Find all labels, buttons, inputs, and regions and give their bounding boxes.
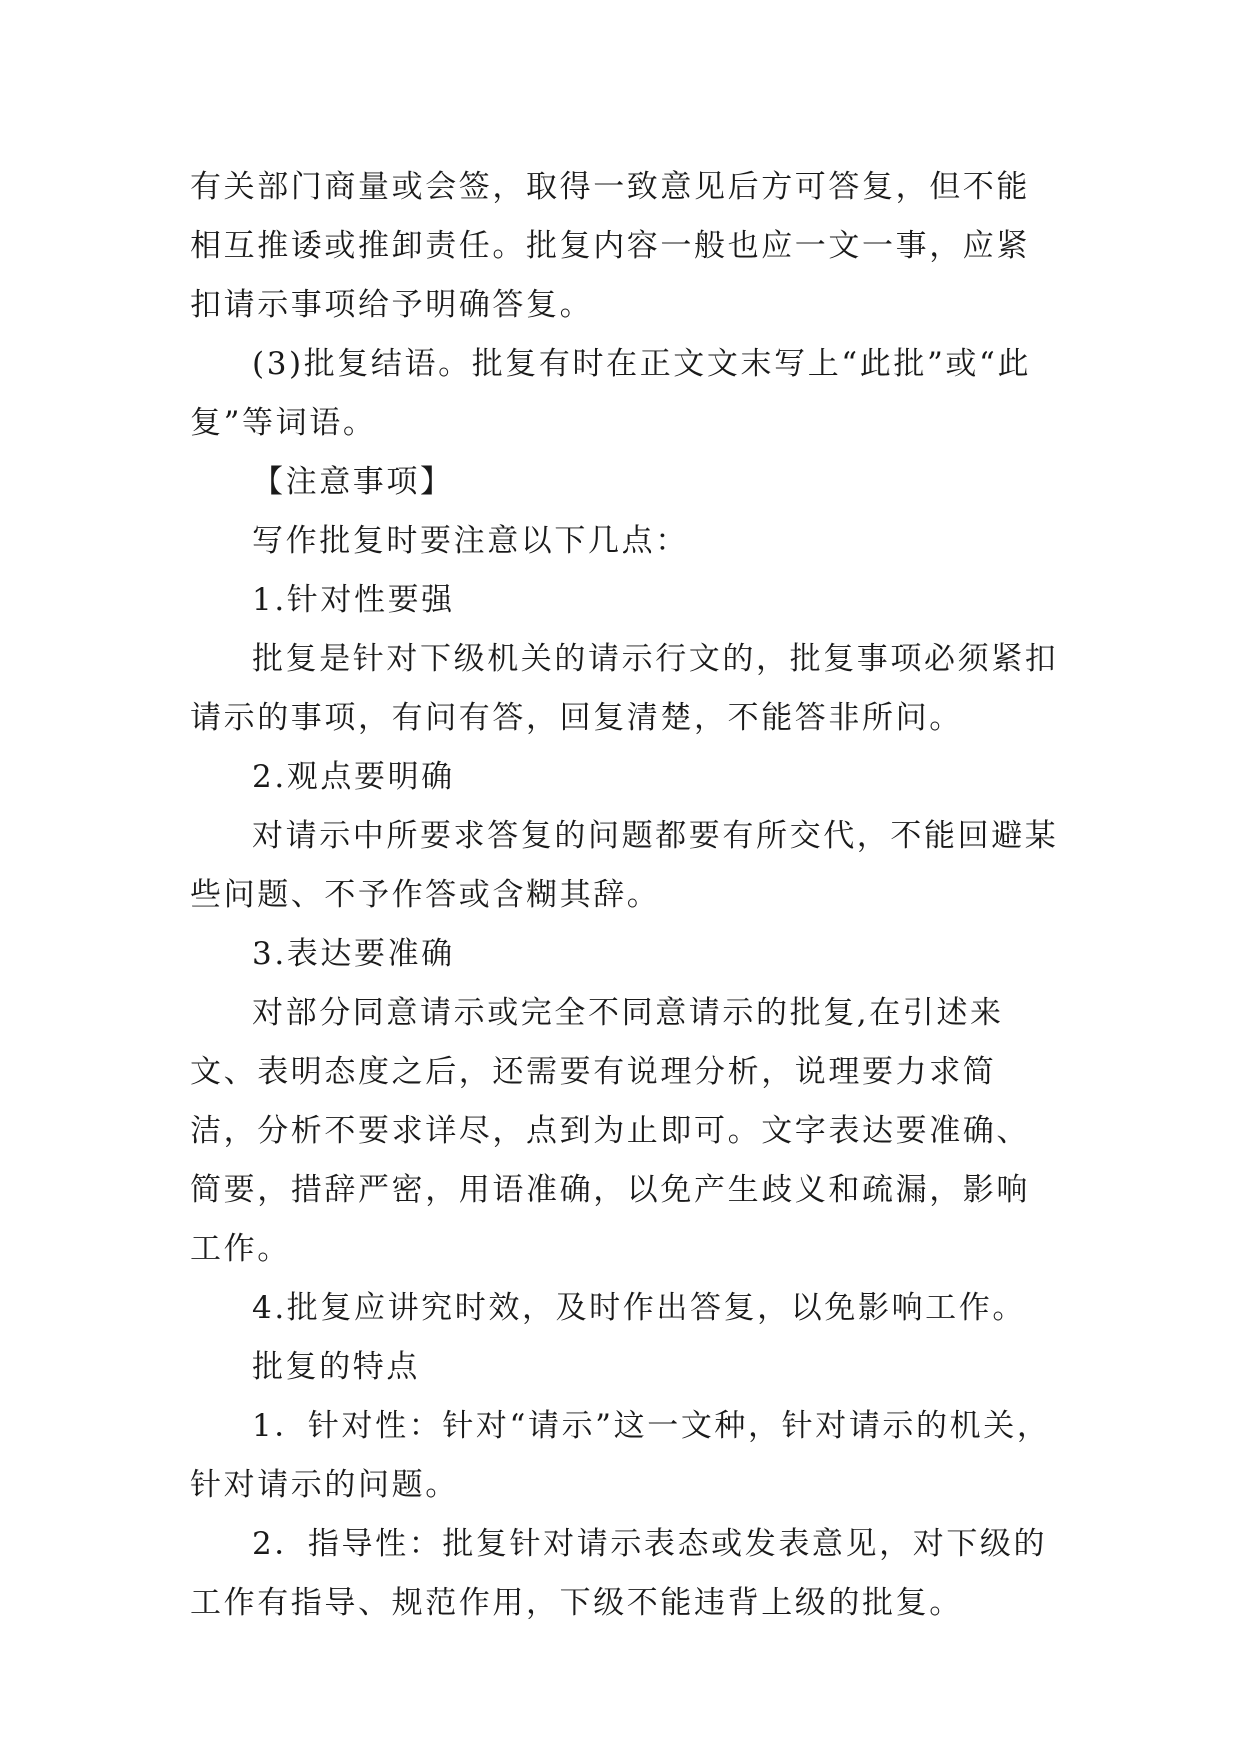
feature-item-1: 1．针对性：针对“请示”这一文种，针对请示的机关，针对请示的问题。 [190, 1408, 1051, 1503]
paragraph-targeted: 批复是针对下级机关的请示行文的，批复事项必须紧扣请示的事项，有问有答，回复清楚，不能答非所问。 [190, 641, 1059, 736]
feature-item-2: 2．指导性：批复针对请示表态或发表意见，对下级的工作有指导、规范作用，下级不能违背上级的批复。 [190, 1526, 1048, 1621]
paragraph-clear-view: 对请示中所要求答复的问题都要有所交代，不能回避某些问题、不予作答或含糊其辞。 [190, 818, 1059, 913]
section-heading-notes: 【注意事项】 [252, 464, 454, 500]
document-body [190, 158, 1060, 1633]
paragraph-intro: 写作批复时要注意以下几点： [252, 523, 689, 559]
list-heading-2: 2.观点要明确 [252, 759, 455, 795]
paragraph-accurate-expression: 对部分同意请示或完全不同意请示的批复,在引述来文、表明态度之后，还需要有说理分析，说理要力求简洁，分析不要求详尽，点到为止即可。文字表达要准确、简要，措辞严密，用语准确，以免产生歧义和疏漏，影响工作。 [190, 995, 1030, 1267]
paragraph-continuation: 有关部门商量或会签，取得一致意见后方可答复，但不能相互推诿或推卸责任。批复内容一般也应一文一事，应紧扣请示事项给予明确答复。 [190, 169, 1030, 323]
list-heading-1: 1.针对性要强 [252, 582, 455, 618]
list-heading-3: 3.表达要准确 [252, 936, 455, 972]
section-heading-features: 批复的特点 [252, 1349, 420, 1385]
list-item-4: 4.批复应讲究时效，及时作出答复，以免影响工作。 [252, 1290, 1026, 1326]
paragraph-closing-phrase: (3)批复结语。批复有时在正文文末写上“此批”或“此复”等词语。 [190, 346, 1032, 441]
